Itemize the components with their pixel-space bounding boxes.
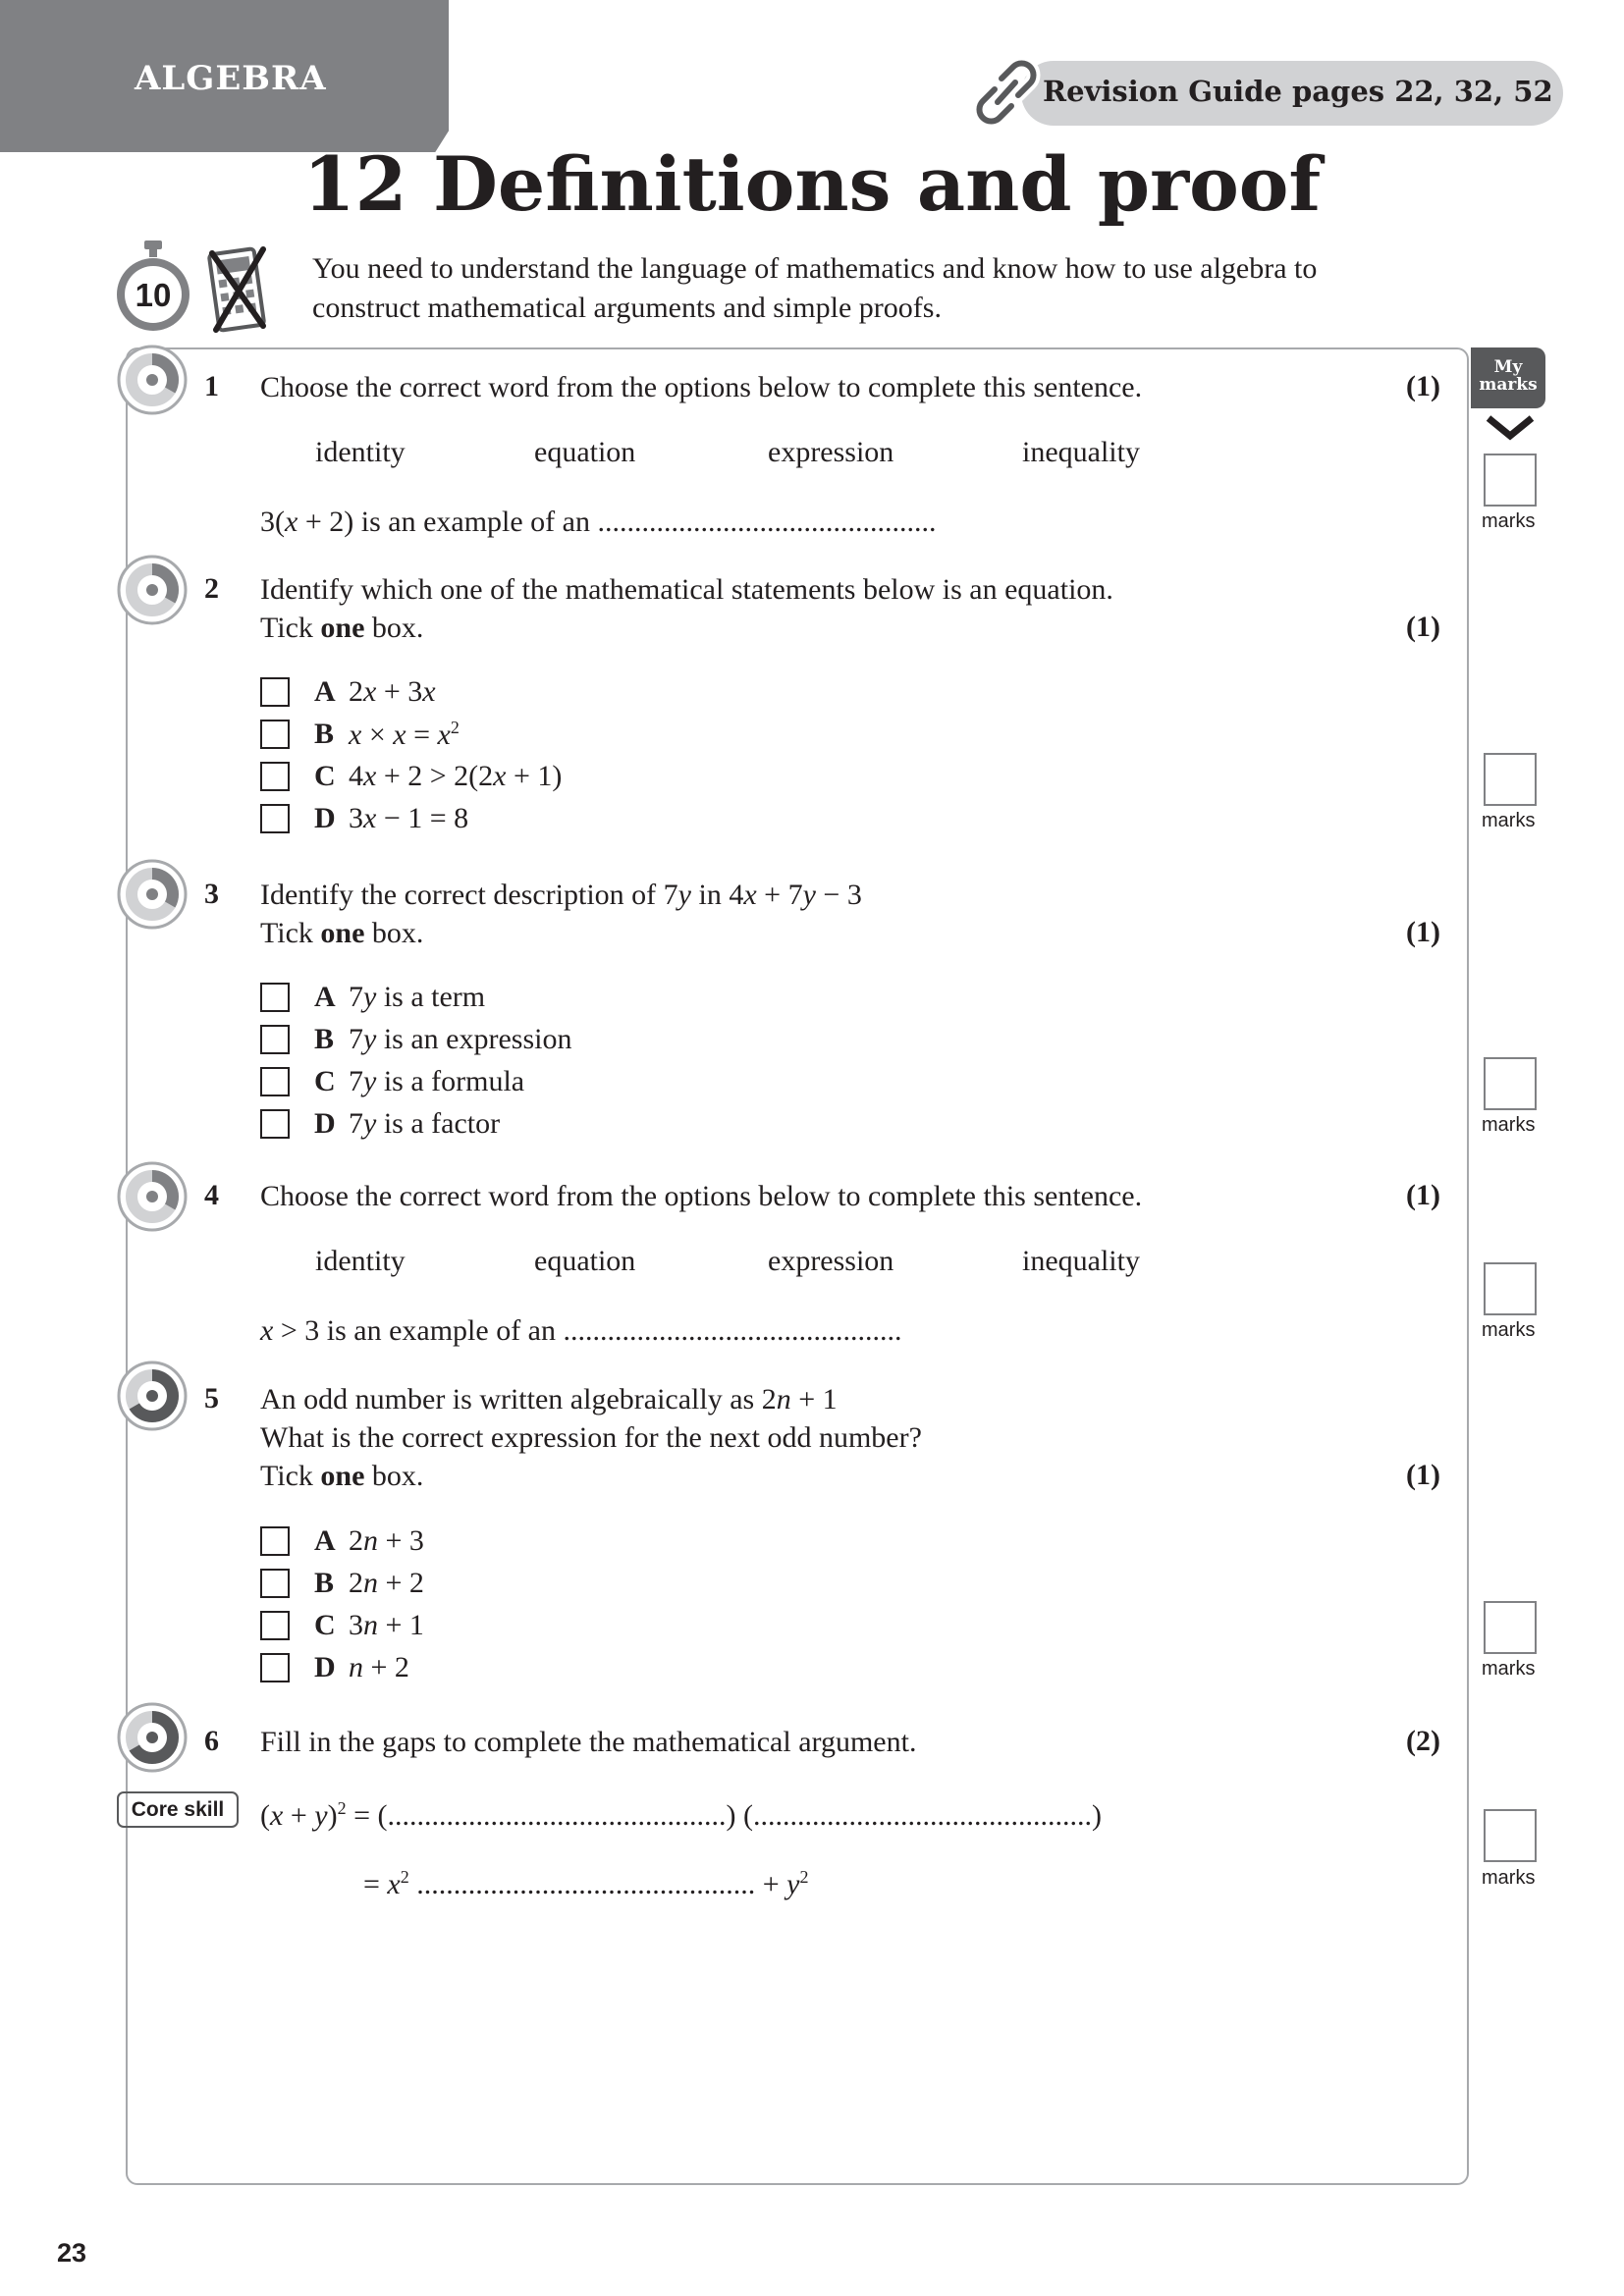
marks-label: marks xyxy=(1482,1319,1536,1341)
option-letter: A xyxy=(314,981,336,1013)
option-letter: C xyxy=(314,760,336,792)
intro-line-2: construct mathematical arguments and simple proofs. xyxy=(312,292,942,324)
difficulty-icon xyxy=(116,1160,189,1233)
checkbox[interactable] xyxy=(260,1109,290,1139)
marks-label: marks xyxy=(1482,1114,1536,1136)
question-4-marks: (1) xyxy=(1406,1179,1440,1211)
intro-line-1: You need to understand the language of mathematics and know how to use algebra to xyxy=(312,252,1318,285)
checkbox[interactable] xyxy=(260,1067,290,1096)
revision-guide-text: Revision Guide pages 22, 32, 52 xyxy=(1043,75,1553,108)
marks-box[interactable] xyxy=(1484,1809,1537,1862)
question-5-prompt-2: What is the correct expression for the next odd number? xyxy=(260,1421,922,1454)
option-letter: A xyxy=(314,1524,336,1557)
option-text: 3n + 1 xyxy=(349,1609,424,1641)
difficulty-icon xyxy=(116,344,189,416)
question-number: 5 xyxy=(204,1382,219,1415)
no-calculator-icon xyxy=(206,243,270,334)
question-2-marks: (1) xyxy=(1406,611,1440,643)
question-6-line-2[interactable]: = $x^2$ .............................................. + $y^2$ xyxy=(363,1867,809,1900)
question-2-tick-instruction: Tick one box. xyxy=(260,612,424,644)
option-text: 4x + 2 > 2(2x + 1) xyxy=(349,760,563,792)
word-option: inequality xyxy=(1022,1245,1140,1277)
option-letter: A xyxy=(314,675,336,708)
question-number: 3 xyxy=(204,878,219,910)
page-title: 12 Definitions and proof xyxy=(302,140,1322,228)
word-option: identity xyxy=(315,1245,406,1277)
question-5-tick-instruction: Tick one box. xyxy=(260,1460,424,1492)
intro-text xyxy=(312,249,1490,328)
option-letter: B xyxy=(314,1567,335,1599)
word-option: equation xyxy=(534,436,636,468)
checkbox[interactable] xyxy=(260,804,290,833)
option-letter: D xyxy=(314,1651,336,1683)
option-text: 7y is a formula xyxy=(349,1065,525,1097)
stopwatch-icon xyxy=(113,239,193,337)
checkbox[interactable] xyxy=(260,762,290,791)
link-icon xyxy=(972,57,1041,128)
option-text: 7y is a term xyxy=(349,981,486,1013)
marks-box[interactable] xyxy=(1484,1601,1537,1654)
option-letter: D xyxy=(314,802,336,834)
marks-label: marks xyxy=(1482,1658,1536,1680)
question-1-marks: (1) xyxy=(1406,370,1440,402)
word-option: expression xyxy=(768,1245,894,1277)
question-3-prompt: Identify the correct description of 7y in 4x + 7y − 3 xyxy=(260,879,862,911)
page-number: 23 xyxy=(57,2238,87,2268)
checkbox[interactable] xyxy=(260,1526,290,1556)
question-4-sentence[interactable]: x > 3 is an example of an .............................................. xyxy=(260,1314,902,1347)
question-5-prompt: An odd number is written algebraically as 2n + 1 xyxy=(260,1383,838,1415)
question-4-prompt: Choose the correct word from the options below to complete this sentence. xyxy=(260,1180,1143,1212)
checkbox[interactable] xyxy=(260,1653,290,1682)
question-number: 6 xyxy=(204,1725,219,1757)
checkbox[interactable] xyxy=(260,1611,290,1640)
word-option: equation xyxy=(534,1245,636,1277)
marks-box[interactable] xyxy=(1484,1262,1537,1315)
option-text: 2x + 3x xyxy=(349,675,436,708)
core-skill-badge: Core skill xyxy=(117,1791,239,1828)
question-6-marks: (2) xyxy=(1406,1725,1440,1757)
word-option: identity xyxy=(315,436,406,468)
question-number: 4 xyxy=(204,1179,219,1211)
option-letter: B xyxy=(314,718,335,750)
difficulty-icon xyxy=(116,1360,189,1432)
difficulty-icon xyxy=(116,858,189,931)
timer-minutes: 10 xyxy=(135,277,172,313)
option-text: $x \times x = x^2$ xyxy=(349,718,460,751)
question-2-prompt: Identify which one of the mathematical statements below is an equation. xyxy=(260,573,1113,606)
checkbox[interactable] xyxy=(260,1025,290,1054)
marks-box[interactable] xyxy=(1484,1057,1537,1110)
option-letter: C xyxy=(314,1609,336,1641)
option-text: 3x − 1 = 8 xyxy=(349,802,469,834)
question-1-prompt: Choose the correct word from the options below to complete this sentence. xyxy=(260,371,1143,403)
option-text: 7y is a factor xyxy=(349,1107,501,1140)
checkbox[interactable] xyxy=(260,1569,290,1598)
section-label: ALGEBRA xyxy=(135,59,327,98)
marks-box[interactable] xyxy=(1484,753,1537,806)
difficulty-icon xyxy=(116,554,189,626)
option-text: n + 2 xyxy=(349,1651,409,1683)
chevron-down-icon xyxy=(1483,412,1538,442)
question-6-prompt: Fill in the gaps to complete the mathematical argument. xyxy=(260,1726,917,1758)
question-number: 1 xyxy=(204,370,219,402)
question-3-tick-instruction: Tick one box. xyxy=(260,917,424,949)
question-1-sentence[interactable]: 3(x + 2) is an example of an .............................................. xyxy=(260,506,937,538)
question-6-line-1[interactable]: $(x + y)^2$ = (..............................................) (..............................................) xyxy=(260,1798,1102,1832)
difficulty-icon xyxy=(116,1701,189,1774)
marks-label: marks xyxy=(1482,1867,1536,1889)
option-text: 7y is an expression xyxy=(349,1023,572,1055)
word-option: expression xyxy=(768,436,894,468)
question-3-marks: (1) xyxy=(1406,916,1440,948)
marks-label: marks xyxy=(1482,810,1536,831)
option-letter: C xyxy=(314,1065,336,1097)
marks-label: marks xyxy=(1482,510,1536,532)
option-text: 2n + 3 xyxy=(349,1524,424,1557)
option-letter: D xyxy=(314,1107,336,1140)
marks-box[interactable] xyxy=(1484,454,1537,507)
checkbox[interactable] xyxy=(260,677,290,707)
question-number: 2 xyxy=(204,572,219,605)
option-letter: B xyxy=(314,1023,335,1055)
word-option: inequality xyxy=(1022,436,1140,468)
my-marks-tab: My marks xyxy=(1471,347,1545,408)
question-5-marks: (1) xyxy=(1406,1459,1440,1491)
option-text: 2n + 2 xyxy=(349,1567,424,1599)
checkbox[interactable] xyxy=(260,720,290,749)
checkbox[interactable] xyxy=(260,983,290,1012)
